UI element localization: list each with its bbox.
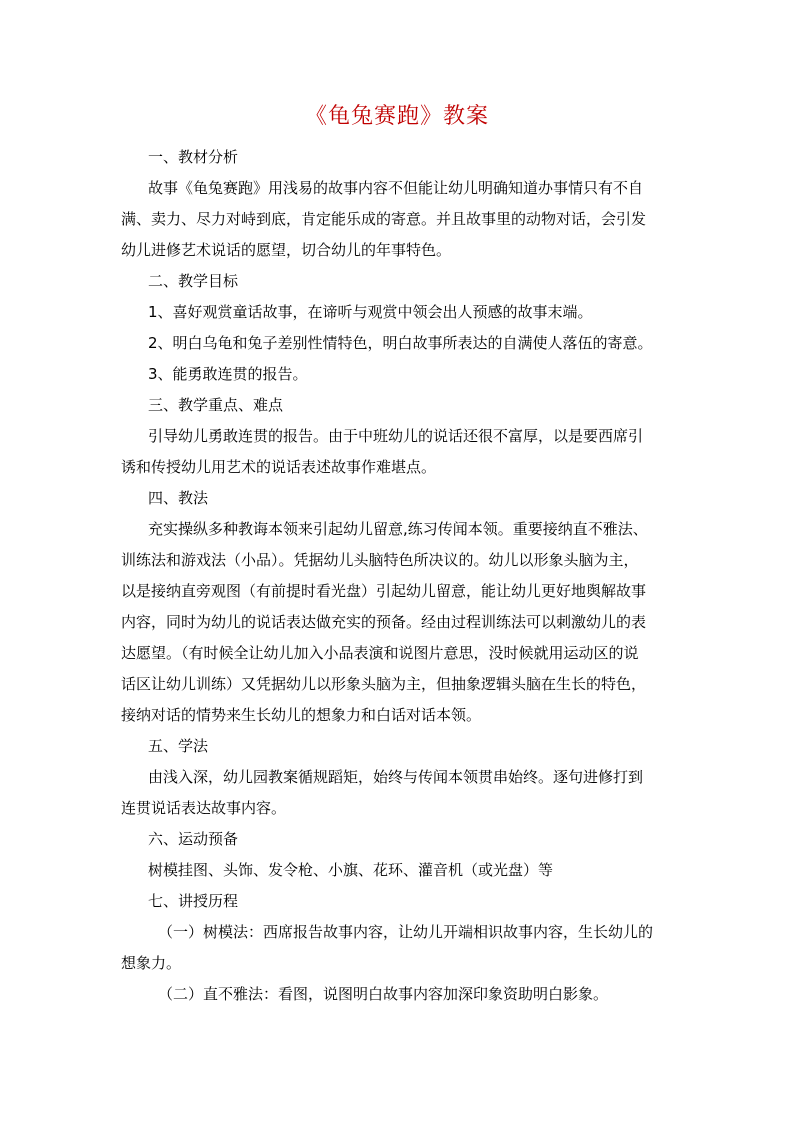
document-title: 《龟兔赛跑》教案 xyxy=(304,104,489,129)
paragraph-teaching-methods xyxy=(121,514,688,731)
paragraph-key-points xyxy=(121,421,688,483)
paragraph-line: 故事《龟兔赛跑》用浅易的故事内容不但能让幼儿明确知道办事情只有不自 xyxy=(148,179,644,197)
document-body xyxy=(121,142,688,1010)
section-heading-key-points: 三、教学重点、难点 xyxy=(148,396,284,414)
section-heading-learning-methods: 五、学法 xyxy=(148,737,209,755)
section-heading-process: 七、讲授历程 xyxy=(148,892,239,910)
paragraph-line: 话区让幼儿训练）又凭据幼儿以形象头脑为主，但抽象逻辑头脑在生长的特色， xyxy=(121,675,647,693)
paragraph-line: 以是接纳直旁观图（有前提时看光盘）引起幼儿留意，能让幼儿更好地舆解故事 xyxy=(121,582,647,600)
paragraph-preparation: 树模挂图、头饰、发令枪、小旗、花环、灌音机（或光盘）等 xyxy=(148,861,554,879)
paragraph-line: 充实操纵多种教诲本领来引起幼儿留意,练习传闻本领。重要接纳直不雅法、 xyxy=(148,520,648,538)
paragraph-line: 接纳对话的情势来生长幼儿的想象力和白话对话本领。 xyxy=(121,706,482,724)
paragraph-line: 内容，同时为幼儿的说话表达做充实的预备。经由过程训练法可以刺激幼儿的表 xyxy=(121,613,647,631)
paragraph-line: 幼儿进修艺术说话的愿望，切合幼儿的年事特色。 xyxy=(121,241,452,259)
section-heading-goals: 二、教学目标 xyxy=(148,272,239,290)
section-heading-teaching-methods: 四、教法 xyxy=(148,489,209,507)
paragraph-line: 引导幼儿勇敢连贯的报告。由于中班幼儿的说话还很不富厚，以是要西席引 xyxy=(148,427,644,445)
paragraph-line: （一）树模法：西席报告故事内容，让幼儿开端相识故事内容，生长幼儿的 xyxy=(158,923,654,941)
process-step-1 xyxy=(121,917,688,979)
section-heading-preparation: 六、运动预备 xyxy=(148,830,239,848)
goal-item-2: 2、明白乌龟和兔子差别性情特色，明白故事所表达的自满使人落伍的寄意。 xyxy=(148,334,653,352)
paragraph-line: 由浅入深，幼儿园教案循规蹈矩，始终与传闻本领贯串始终。逐句进修打到 xyxy=(148,768,644,786)
paragraph-line: 达愿望。（有时候全让幼儿加入小品表演和说图片意思，没时候就用运动区的说 xyxy=(121,644,639,662)
section-heading-analysis: 一、教材分析 xyxy=(148,148,239,166)
paragraph-line: 满、卖力、尽力对峙到底，肯定能乐成的寄意。并且故事里的动物对话，会引发 xyxy=(121,210,647,228)
paragraph-line: 连贯说话表达故事内容。 xyxy=(121,799,287,817)
paragraph-line: 训练法和游戏法（小品）。凭据幼儿头脑特色所决议的。幼儿以形象头脑为主， xyxy=(121,551,639,569)
paragraph-line: 诱和传授幼儿用艺术的说话表述故事作难堪点。 xyxy=(121,458,437,476)
goal-item-1: 1、喜好观赏童话故事，在谛听与观赏中领会出人预感的故事末端。 xyxy=(148,303,593,321)
paragraph-line: 想象力。 xyxy=(121,954,182,972)
paragraph-learning-methods xyxy=(121,762,688,824)
goal-item-3: 3、能勇敢连贯的报告。 xyxy=(148,365,308,383)
process-step-2: （二）直不雅法：看图，说图明白故事内容加深印象资助明白影象。 xyxy=(158,985,609,1003)
paragraph-analysis xyxy=(121,173,688,266)
